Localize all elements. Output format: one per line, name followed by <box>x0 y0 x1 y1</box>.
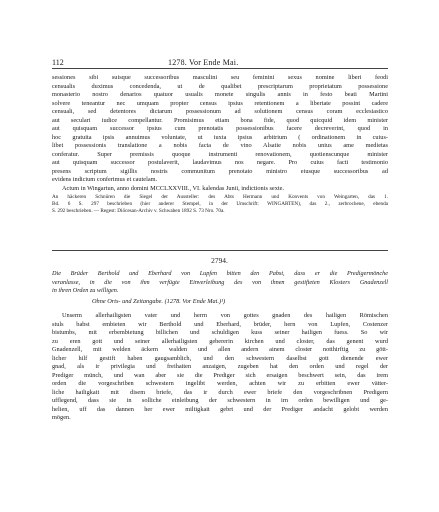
text-line: mögen. <box>52 414 71 421</box>
charter-text <box>52 74 388 193</box>
text-line: libet possessionis translatione a nobis facta de vino Alsatie nobis unius ame medietas <box>52 142 388 149</box>
text-line: zu eren gott und seiner allerhailigsten gebererin kirchen und closter, das genent wurd <box>52 337 388 345</box>
text-line: stuls babst embieten wir Berthold und Eberhard, brüder, hern von Lupfen, Costenzer <box>52 320 388 328</box>
regest-line: Die Brüder Berthold und Eberhard von Lupfen bitten den Pabst, dass er die Predigermönche <box>52 270 388 277</box>
text-line: presens scriptum sigillis nostris communitum prenotato ministro eiusque successoribus ad <box>52 167 388 175</box>
text-line: aut seculari iudice compellantur. Promisimus etiam bona fide, quod quicquid idem minister <box>52 116 388 124</box>
note-line: S. 292 beschrieben. — Regest: Diöcesan-Archiv v. Schwaben 1892 S. 73 Nro. 70a. <box>52 208 225 214</box>
text-line: censuali, sed detentores dictarum possessionum ad solutionem census coram ecclesiastico <box>52 108 388 115</box>
document-separator <box>52 250 388 251</box>
apparatus-note <box>52 194 388 215</box>
note-line: An häckeren Schnüren die Siegel der Aussteller: des Abts Hermann und Konvents von Weingarten, das 1. <box>52 194 388 200</box>
text-line: monasterio nostro denarios quatuor usualis monete singulis annis in festo beati Martini <box>52 91 388 98</box>
dateline: Ohne Orts- und Zeitangabe. (1278. Vor Ende Mai.)¹) <box>92 298 226 305</box>
text-line: ufflegend, dass sie in solliche einleibung der schwestern in irn orden bewilligen und ge- <box>52 397 388 404</box>
text-line: Unserm allerhailigsten vater und herrn von gottes gnaden des hailigen Römischen <box>62 312 388 319</box>
text-line: evidens indicium conferimus et cautelam. <box>52 176 158 183</box>
text-line: helien, uff das dannen her ewer miltigkait gebrt und der Prediger andacht gelobt werden <box>52 405 388 413</box>
text-line: aut quisquam successor postulaverit, laudavimus nos negare. Pro cuius facti testimonio <box>52 159 388 166</box>
regest <box>52 270 388 296</box>
regest-line: veranlasse, in die von ihm verfügte Einverleibung des von ihnen gestifteten Klosters Gnadenzell <box>52 278 388 286</box>
dateline-row <box>52 298 388 307</box>
letter-text <box>52 312 388 423</box>
text-line: sessiones sibi suisque successoribus masculini seu feminini sexus nomine liberi feodi <box>52 74 388 81</box>
document-number: 2794. <box>211 256 228 265</box>
text-line: licher hilf gestift haben gaugsamblich, und den schwestern daselbst gott dienende ewer <box>52 354 388 362</box>
header-rule <box>52 68 388 69</box>
text-line: censualis duximus concedenda, ut de qualibet prescriptarum proprietatum possessione <box>52 82 388 90</box>
running-title: 1278. Vor Ende Mai. <box>168 58 239 67</box>
page-number: 112 <box>52 58 64 67</box>
regest-line: in ihren Orden zu willigen. <box>52 287 119 294</box>
dating-clause: Actum in Wingartun, anno domini MCCLXXVIII., VI. kalendas Junii, indictionis sexte. <box>62 184 284 192</box>
text-line: conferatur. Super premissis quoque instrumenti renovationem, quotienscunque minister <box>52 150 388 158</box>
note-line: Bd. 6 S. 297 beschrieben (hier anderer Stempel, in der Umschrift: WINGARTEN), das 2., zerbrochene, ebenda <box>52 201 388 207</box>
text-line: Prediger münch, und wan aber sie die Prediger sich ersaigen beschwert sein, das irem <box>52 371 388 379</box>
text-line: solvere teneantur nec umquam propter census ipsius retentionem a libertate possint cadere <box>52 99 388 107</box>
text-line: bistumbs, mit erbembietung billichen und schuldigen kuss seiner hailigen fuess. So wir <box>52 329 388 336</box>
text-line: orden die vorgeschriben schwestern ingelibt werden, achten wir zu erbitten ewer vätter- <box>52 380 388 387</box>
text-line: hoc gratuita ipsis annuimus voluntate, ut iuxta ipsius arbitrium ( ordinationem in cuius- <box>52 133 388 141</box>
text-line: Gnadenzell, mit welden äckern walden und allen andern ainem closter notthirftig zu gött- <box>52 346 388 353</box>
text-line: aut quisquam successor ipsius cum prenotatis possessionibus facere decreverint, quod in <box>52 125 388 132</box>
text-line: gnad, als ir privilegia und freihaiten anzaigen, zugeben hat den orden und regel der <box>52 363 388 370</box>
text-line: liche hailigkait mit disem briefe, das ir durch ewer briefe den vorgeschribnen Predigern <box>52 388 388 396</box>
